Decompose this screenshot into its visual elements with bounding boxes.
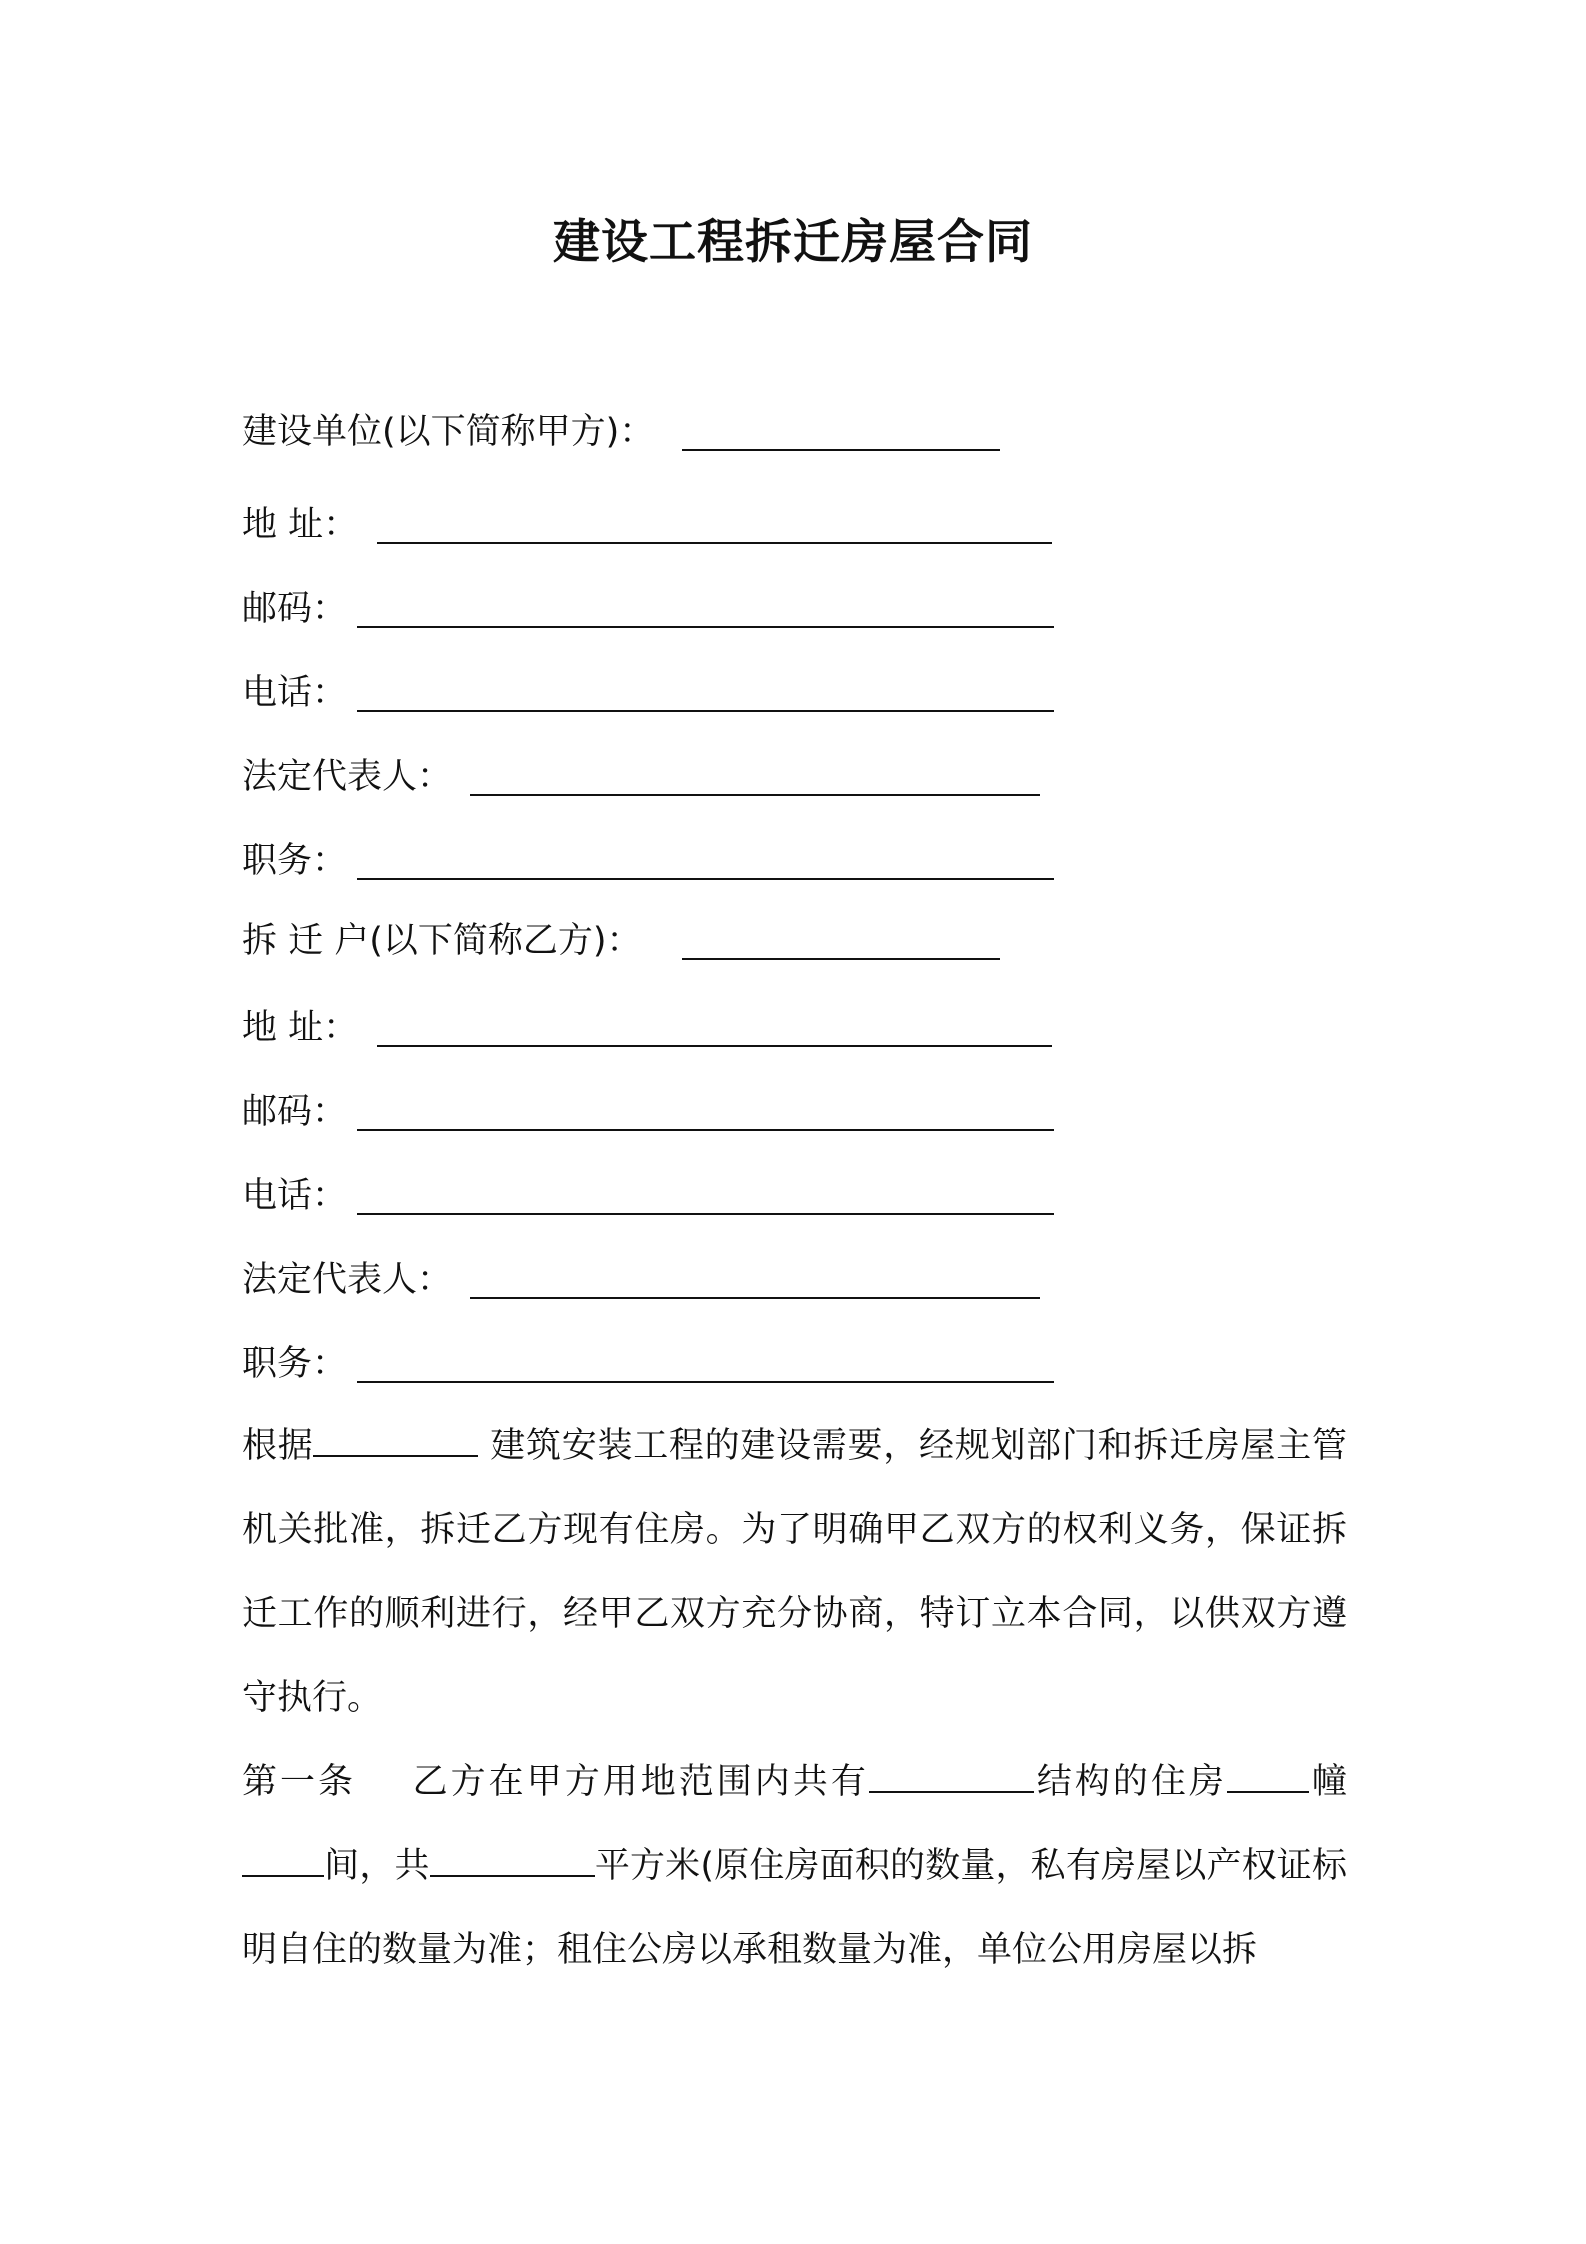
party-b-postcode-label: 邮码： xyxy=(242,1092,348,1132)
party-b-header-field xyxy=(242,916,642,966)
party-a-address-blank xyxy=(377,542,1052,544)
preamble-paragraph xyxy=(242,1404,1347,1740)
article-1-text-4: 间，共 xyxy=(324,1846,430,1886)
party-a-phone-blank xyxy=(357,710,1054,712)
party-b-position-label: 职务： xyxy=(242,1344,348,1384)
article-1-paragraph xyxy=(242,1740,1347,1992)
preamble-text-rest: 建筑安装工程的建设需要，经规划部门和拆迁房屋主管机关批准，拆迁乙方现有住房。为了明确甲乙双方的权利义务，保证拆迁工作的顺利进行，经甲乙双方充分协商，特订立本合同，以供双方遵守执行。 xyxy=(242,1426,1347,1718)
party-b-header-label: 拆 迁 户(以下简称乙方)： xyxy=(242,921,642,961)
article-1-text-1: 乙方在甲方用地范围内共有 xyxy=(412,1762,869,1802)
party-a-address-label: 地 址： xyxy=(242,505,359,545)
party-b-address-field xyxy=(242,1003,358,1053)
party-a-header-label: 建设单位(以下简称甲方)： xyxy=(242,412,655,452)
party-b-phone-label: 电话： xyxy=(242,1176,348,1216)
party-a-position-field xyxy=(242,836,347,886)
building-count-blank xyxy=(1227,1761,1309,1793)
party-b-postcode-blank xyxy=(357,1129,1054,1131)
article-1-heading: 第一条 xyxy=(242,1762,357,1802)
party-b-legal-rep-field xyxy=(242,1255,452,1305)
article-1-text-3: 幢 xyxy=(1308,1762,1347,1802)
party-b-legal-rep-label: 法定代表人： xyxy=(242,1260,453,1300)
party-b-phone-field xyxy=(242,1171,347,1221)
party-a-phone-label: 电话： xyxy=(242,673,348,713)
area-blank xyxy=(430,1845,595,1877)
party-a-position-blank xyxy=(357,878,1054,880)
party-a-position-label: 职务： xyxy=(242,841,348,881)
party-a-postcode-field xyxy=(242,584,347,634)
article-1-text-2: 结构的住房 xyxy=(1033,1762,1227,1802)
party-b-position-field xyxy=(242,1339,347,1389)
party-b-address-label: 地 址： xyxy=(242,1008,359,1048)
party-a-phone-field xyxy=(242,668,347,718)
party-b-phone-blank xyxy=(357,1213,1054,1215)
room-count-blank xyxy=(242,1845,324,1877)
article-1-text-5: 平方米(原住房面积的数量，私有房屋以产权证标明自住的数量为准；租住公房以承租数量为准，单位公用房屋以拆 xyxy=(242,1846,1347,1970)
party-b-position-blank xyxy=(357,1381,1054,1383)
party-b-postcode-field xyxy=(242,1087,347,1137)
party-b-legal-rep-blank xyxy=(470,1297,1040,1299)
structure-type-blank xyxy=(869,1761,1034,1793)
project-name-blank xyxy=(313,1425,478,1457)
party-a-address-field xyxy=(242,500,358,550)
preamble-text-start: 根据 xyxy=(242,1426,314,1466)
party-b-address-blank xyxy=(377,1045,1052,1047)
party-a-header-field xyxy=(242,407,654,457)
party-a-postcode-blank xyxy=(357,626,1054,628)
party-a-legal-rep-label: 法定代表人： xyxy=(242,757,453,797)
party-a-name-blank xyxy=(682,449,1000,451)
party-b-name-blank xyxy=(682,958,1000,960)
party-a-legal-rep-field xyxy=(242,752,452,802)
party-a-legal-rep-blank xyxy=(470,794,1040,796)
document-title: 建设工程拆迁房屋合同 xyxy=(553,215,1033,270)
party-a-postcode-label: 邮码： xyxy=(242,589,348,629)
